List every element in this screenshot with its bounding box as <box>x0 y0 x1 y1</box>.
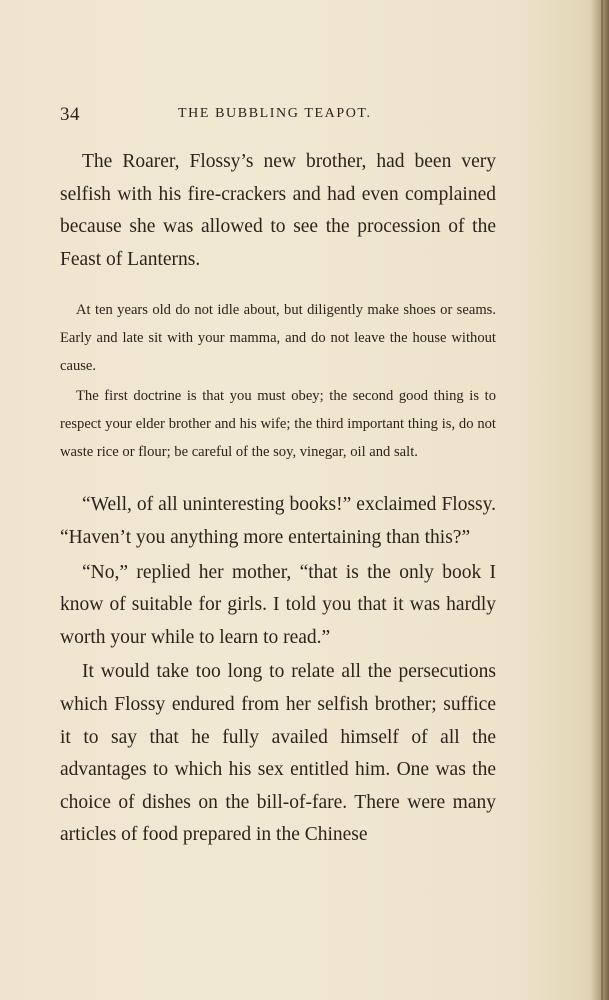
page-edge-shadow <box>591 0 609 1000</box>
page-body <box>60 146 496 852</box>
paragraph-mother-replies: “No,” replied her mother, “that is the only book I know of suitable for girls. I told you that it was hardly worth your while to learn to read.” <box>60 561 496 648</box>
page-number: 34 <box>60 104 80 125</box>
page-edge-line <box>601 0 603 1000</box>
paragraph-flossy-exclaims: “Well, of all uninteresting books!” exclaimed Flossy. “Haven’t you anything more entertaining than this?” <box>60 494 496 548</box>
precept-one: At ten years old do not idle about, but diligently make shoes or seams. Early and late sit with your mamma, and do not leave the house without cause. <box>60 302 496 375</box>
running-title: THE BUBBLING TEAPOT. <box>178 106 372 121</box>
page-header <box>60 102 500 128</box>
paragraph-persecutions: It would take too long to relate all the persecutions which Flossy endured from her selfish brother; suffice it to say that he fully availed himself of all the advantages to which his sex entitled him. One was the choice of dishes on the bill-of-fare. There were many articles of food prepared in the Chinese <box>60 661 496 846</box>
precept-two: The first doctrine is that you must obey; the second good thing is to respect your elder brother and his wife; the third important thing is, do not waste rice or flour; be careful of the soy, vinegar, oil and salt. <box>60 388 496 461</box>
quoted-precepts <box>60 296 496 466</box>
paragraph-roarer: The Roarer, Flossy’s new brother, had been very selfish with his fire-crackers and had even complained because she was allowed to see the procession of the Feast of Lanterns. <box>60 151 496 270</box>
